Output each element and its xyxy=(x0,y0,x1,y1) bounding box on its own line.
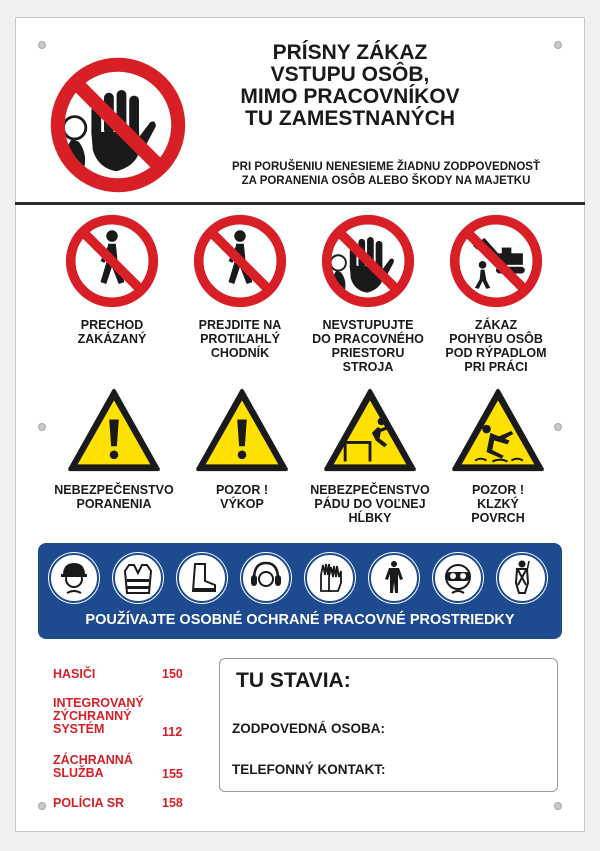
warning-label: POZOR ! KLZKÝ POVRCH xyxy=(471,483,525,525)
no-pedestrian-icon xyxy=(64,213,160,309)
page-subtitle xyxy=(186,160,586,188)
emergency-name: HASIČI xyxy=(53,667,96,681)
prohibition-label: NEVSTUPUJTE DO PRACOVNÉHO PRIESTORU STROJA xyxy=(312,318,424,374)
warning-label: NEBEZPEČENSTVO PÁDU DO VOĽNEJ HĹBKY xyxy=(310,483,430,525)
safety-vest-icon xyxy=(113,553,163,603)
prohibition-label: ZÁKAZ POHYBU OSÔB POD RÝPADLOM PRI PRÁCI xyxy=(445,318,547,374)
title-line: TU ZAMESTNANÝCH xyxy=(245,107,455,130)
warning-label: POZOR ! VÝKOP xyxy=(215,483,269,511)
responsible-person-field: ZODPOVEDNÁ OSOBA: xyxy=(232,721,386,736)
site-title: TU STAVIA: xyxy=(236,669,351,692)
phone-contact-field: TELEFONNÝ KONTAKT: xyxy=(232,762,386,777)
exclamation-warning-icon xyxy=(194,387,290,473)
prohibition-label: PRECHOD ZAKÁZANÝ xyxy=(77,318,147,346)
subtitle-line: PRI PORUŠENIU NENESIEME ŽIADNU ZODPOVEDNOSŤ xyxy=(232,161,540,173)
ppe-banner xyxy=(38,543,562,639)
site-info-box xyxy=(219,658,558,792)
overalls-icon xyxy=(369,553,419,603)
page-title xyxy=(200,42,500,130)
no-person-under-excavator-icon xyxy=(448,213,544,309)
emergency-number: 155 xyxy=(162,767,183,781)
no-pedestrian-icon xyxy=(192,213,288,309)
header-divider xyxy=(15,202,585,205)
subtitle-line: ZA PORANENIA OSÔB ALEBO ŠKODY NA MAJETKU xyxy=(241,175,531,187)
title-line: MIMO PRACOVNÍKOV xyxy=(240,85,460,108)
fall-from-height-warning-icon xyxy=(322,387,418,473)
emergency-number: 150 xyxy=(162,667,183,681)
title-line: PRÍSNY ZÁKAZ xyxy=(272,41,428,64)
safety-boots-icon xyxy=(177,553,227,603)
ppe-label: POUŽÍVAJTE OSOBNÉ OCHRANÉ PRACOVNÉ PROSTRIEDKY xyxy=(85,612,515,628)
no-entry-hand-icon xyxy=(320,213,416,309)
prohibition-label: PREJDITE NA PROTIĽAHLÝ CHODNÍK xyxy=(198,318,282,360)
exclamation-warning-icon xyxy=(66,387,162,473)
emergency-name: INTEGROVANÝ ZÝCHRANNÝ SYSTÉM xyxy=(53,696,144,736)
ear-protection-icon xyxy=(241,553,291,603)
screw-hole xyxy=(554,41,562,49)
emergency-name: ZÁCHRANNÁ SLUŽBA xyxy=(53,753,133,780)
hard-hat-icon xyxy=(49,553,99,603)
screw-hole xyxy=(38,423,46,431)
no-entry-hand-icon xyxy=(48,55,188,195)
screw-hole xyxy=(554,423,562,431)
safety-goggles-icon xyxy=(433,553,483,603)
screw-hole xyxy=(38,802,46,810)
emergency-name: POLÍCIA SR xyxy=(53,796,125,810)
gloves-icon xyxy=(305,553,355,603)
screw-hole xyxy=(554,802,562,810)
emergency-number: 112 xyxy=(162,725,183,739)
emergency-number: 158 xyxy=(162,796,183,810)
screw-hole xyxy=(38,41,46,49)
slippery-surface-warning-icon xyxy=(450,387,546,473)
warning-label: NEBEZPEČENSTVO PORANENIA xyxy=(54,483,174,511)
harness-icon xyxy=(497,553,547,603)
title-line: VSTUPU OSÔB, xyxy=(270,63,430,86)
